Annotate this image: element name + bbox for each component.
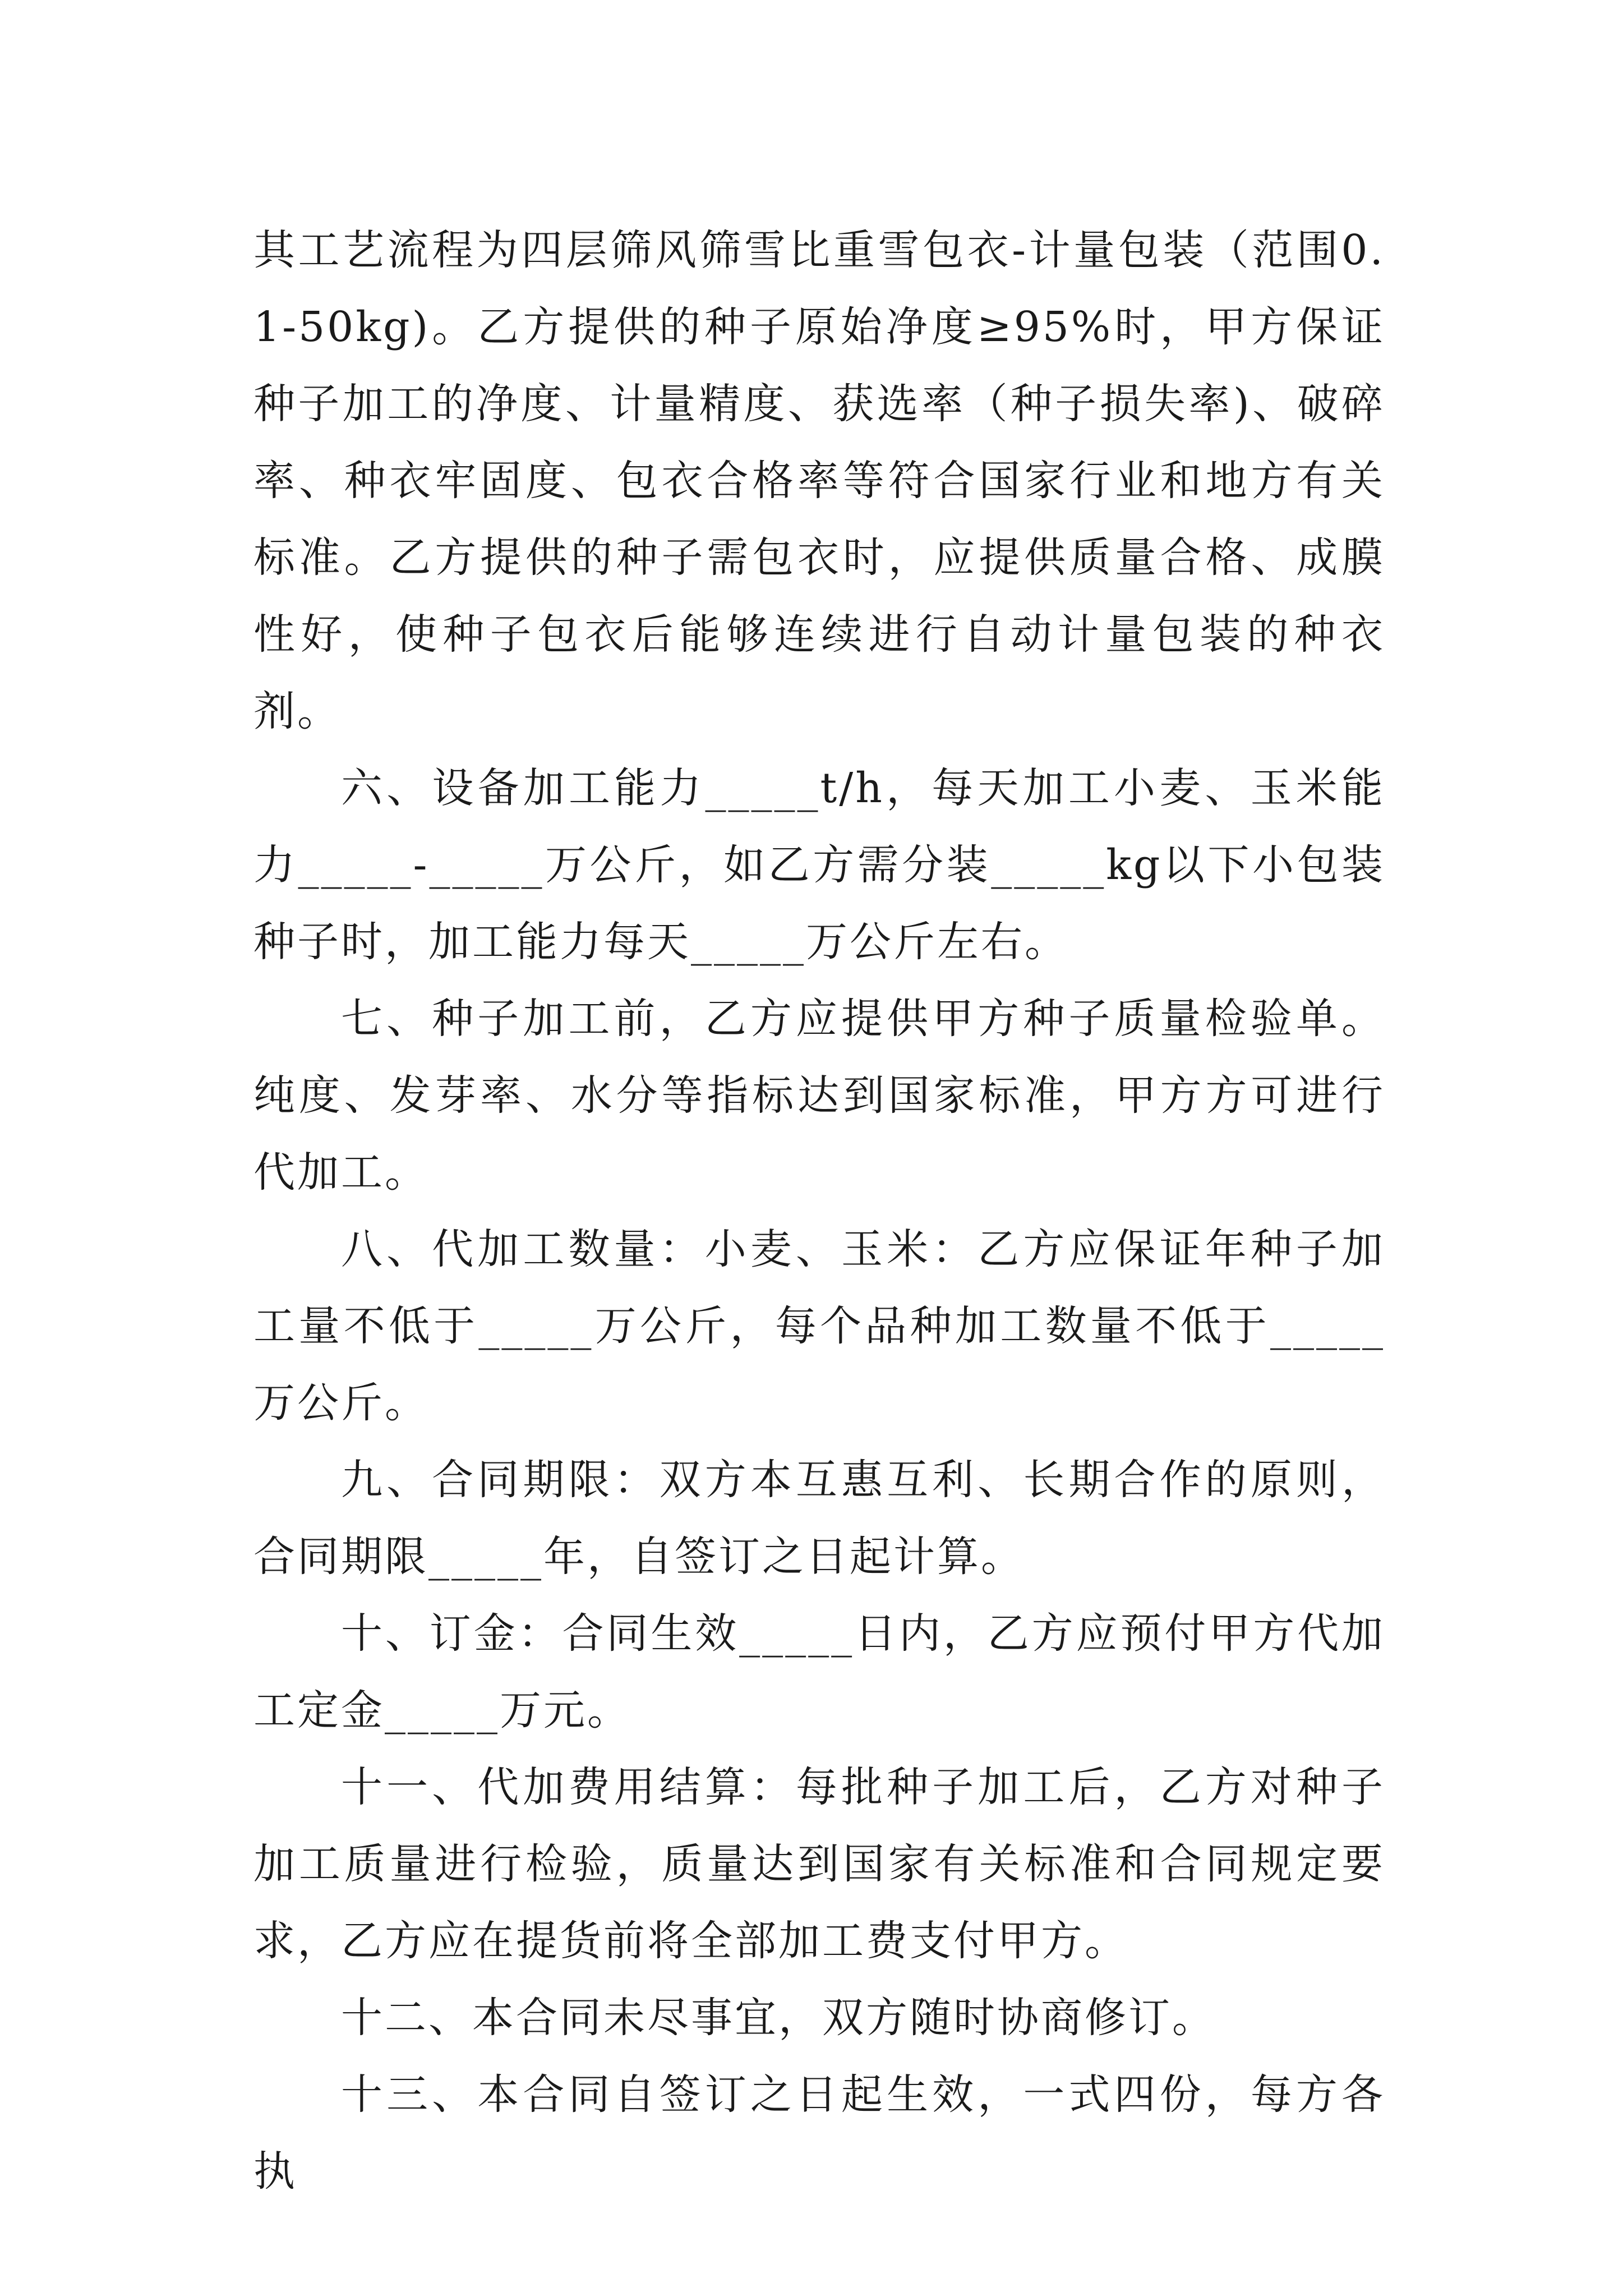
paragraph-clause-12: 十二、本合同未尽事宜，双方随时协商修订。 <box>341 1994 1216 2042</box>
paragraph-clause-13: 十三、本合同自签订之日起生效，一式四份，每方各执 <box>253 2070 1385 2196</box>
paragraph-clause-6: 六、设备加工能力_____t/h，每天加工小麦、玉米能力_____-_____万公斤，如乙方需分装_____kg以下小包装种子时，加工能力每天_____万公斤左右。 <box>253 764 1385 966</box>
paragraph-clause-11: 十一、代加费用结算：每批种子加工后，乙方对种子加工质量进行检验，质量达到国家有关标准和合同规定要求，乙方应在提货前将全部加工费支付甲方。 <box>253 1763 1385 1965</box>
paragraph-process-continued: 其工艺流程为四层筛风筛雪比重雪包衣-计量包装（范围0.1-50kg)。乙方提供的种子原始净度≥95%时，甲方保证种子加工的净度、计量精度、获选率（种子损失率)、破碎率、种衣牢固度、包衣合格率等符合国家行业和地方有关标准。乙方提供的种子需包衣时，应提供质量合格、成膜性好，使种子包衣后能够连续进行自动计量包装的种衣剂。 <box>253 226 1385 735</box>
document-body <box>253 212 1385 2210</box>
paragraph-clause-9: 九、合同期限：双方本互惠互利、长期合作的原则，合同期限_____年，自签订之日起计算。 <box>253 1456 1385 1581</box>
paragraph-clause-7: 七、种子加工前，乙方应提供甲方种子质量检验单。纯度、发芽率、水分等指标达到国家标准，甲方方可进行代加工。 <box>253 995 1385 1197</box>
paragraph-clause-8: 八、代加工数量：小麦、玉米：乙方应保证年种子加工量不低于_____万公斤，每个品种加工数量不低于_____万公斤。 <box>253 1225 1385 1427</box>
paragraph-clause-10: 十、订金：合同生效_____日内，乙方应预付甲方代加工定金_____万元。 <box>253 1609 1385 1734</box>
